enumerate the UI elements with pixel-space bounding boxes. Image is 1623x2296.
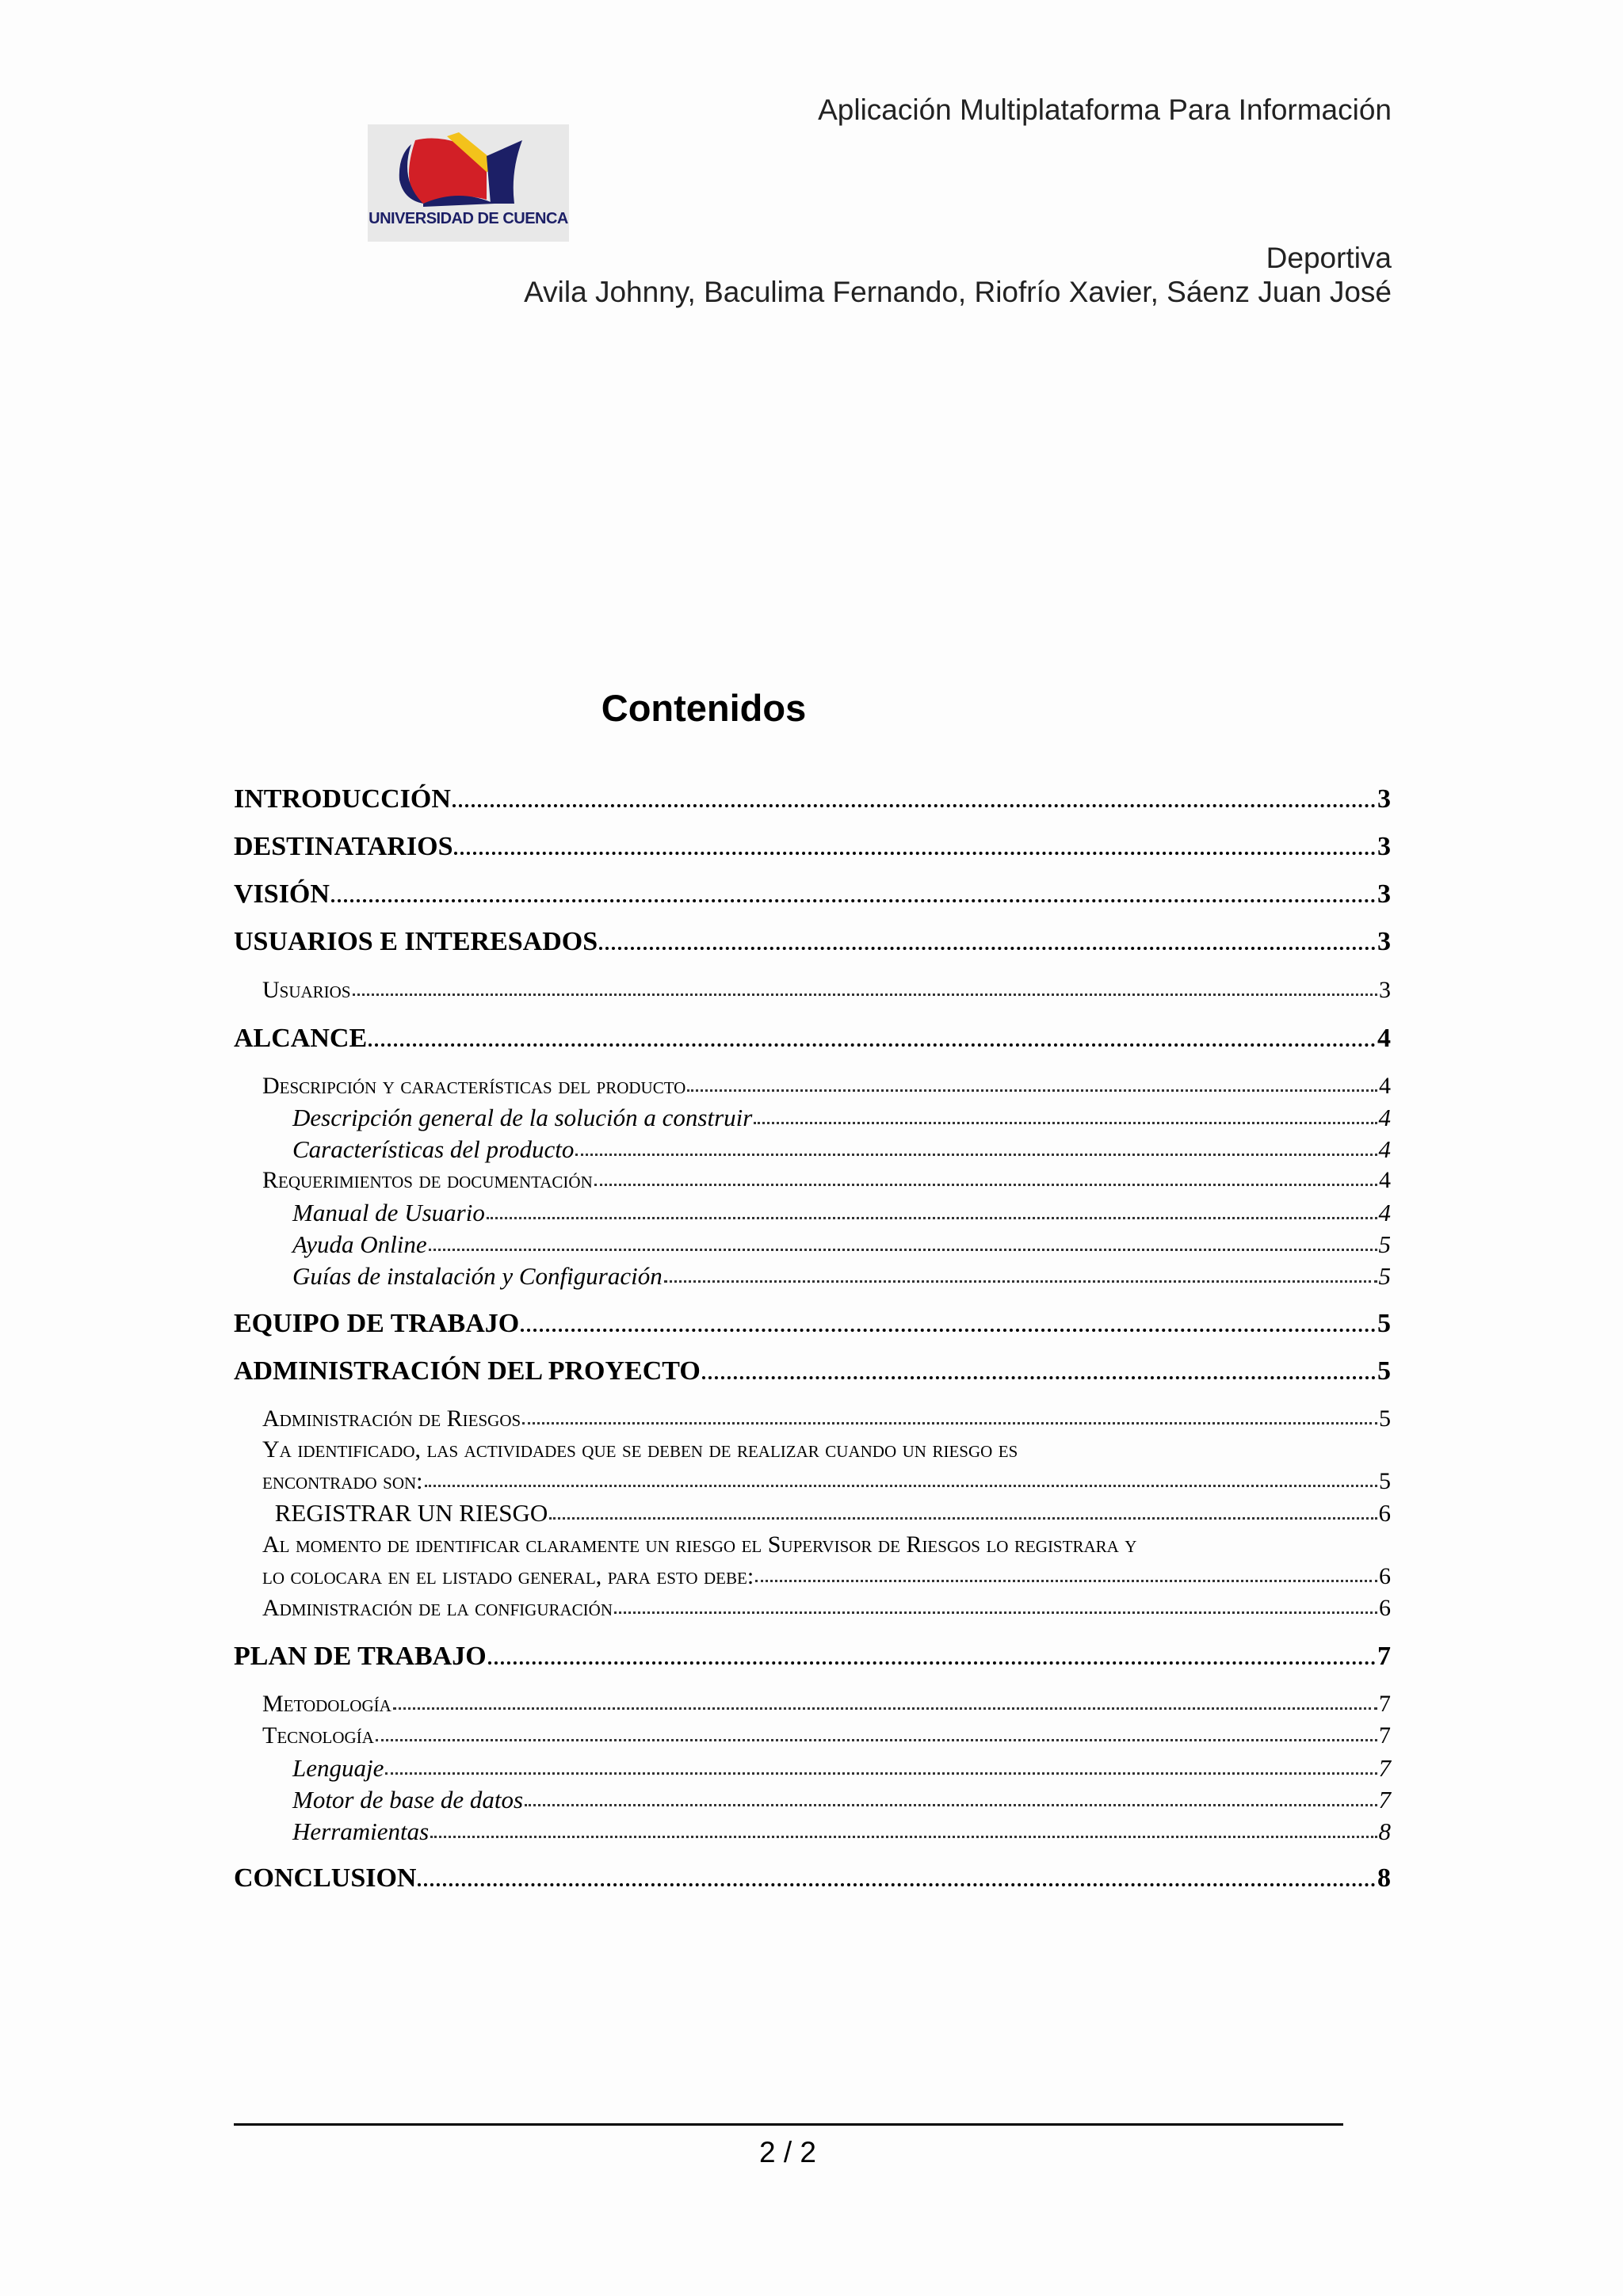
toc-entry[interactable] [234,1754,1391,1783]
toc-entry-label: EQUIPO DE TRABAJO [234,1309,520,1338]
toc-leader-dots [369,1043,1376,1047]
toc-leader-dots [353,994,1377,996]
toc-entry-page: 7 [1377,1642,1391,1671]
toc-entry[interactable] [234,977,1391,1004]
toc-entry-label: ADMINISTRACIÓN DEL PROYECTO [234,1356,701,1386]
toc-entry-page: 7 [1378,1786,1391,1814]
toc-leader-dots [549,1517,1377,1520]
toc-leader-dots [521,1329,1376,1332]
toc-entry[interactable] [234,1642,1391,1672]
toc-leader-dots [454,852,1376,855]
toc-entry-label: USUARIOS E INTERESADOS [234,927,598,956]
toc-entry-label: ALCANCE [234,1024,368,1053]
toc-entry[interactable] [234,832,1391,862]
toc-entry-page: 5 [1379,1468,1391,1494]
toc-leader-dots [754,1122,1377,1124]
toc-entry-page: 4 [1378,1199,1391,1226]
toc-entry[interactable] [234,1199,1391,1227]
toc-leader-dots [487,1217,1377,1219]
toc-entry-page: 6 [1379,1595,1391,1621]
toc-entry-label: Tecnología [262,1722,374,1749]
toc-leader-dots [393,1707,1377,1710]
toc-leader-dots [687,1089,1377,1092]
toc-entry[interactable] [234,1167,1391,1194]
toc-entry[interactable] [234,927,1391,957]
toc-entry-label: PLAN DE TRABAJO [234,1642,487,1671]
toc-entry-page: 5 [1378,1230,1391,1258]
toc-leader-dots [522,1422,1377,1425]
toc-entry-page: 4 [1377,1024,1391,1053]
header-title: Aplicación Multiplataforma Para Información [818,93,1392,126]
toc-entry-label: Motor de base de datos [292,1786,524,1814]
toc-entry-page: 7 [1379,1722,1391,1749]
toc-leader-dots [488,1661,1376,1665]
toc-leader-dots [453,804,1376,807]
toc-leader-dots [702,1376,1376,1379]
toc-entry-label: Lenguaje [292,1754,384,1782]
toc-entry-label: INTRODUCCIÓN [234,784,451,814]
university-logo [368,124,569,242]
toc-entry[interactable] [234,1595,1391,1622]
toc-entry[interactable] [234,1405,1391,1432]
toc-leader-dots [599,947,1376,950]
toc-entry-label: Metodología [262,1691,391,1717]
toc-entry[interactable] [234,1024,1391,1054]
page-number: 2 / 2 [759,2136,816,2168]
toc-entry-page: 3 [1377,879,1391,909]
toc-entry-page: 5 [1378,1262,1391,1290]
toc-entry[interactable] [234,1135,1391,1164]
toc-entry-page: 5 [1377,1309,1391,1338]
toc-entry[interactable] [234,1104,1391,1132]
toc-entry[interactable] [234,1817,1391,1846]
toc-entry-first-line: Al momento de identificar claramente un riesgo el Supervisor de Riesgos lo registrara y [262,1531,1137,1558]
toc-entry-label: Descripción general de la solución a construir [292,1104,753,1131]
footer-divider [234,2123,1343,2126]
toc-entry[interactable] [234,1262,1391,1291]
toc-entry-first-line: Ya identificado, las actividades que se deben de realizar cuando un riesgo es [262,1436,1018,1463]
toc-entry-label: Administración de Riesgos [262,1405,521,1432]
toc-entry-label: Herramientas [292,1817,430,1845]
toc-entry[interactable] [234,1356,1391,1386]
toc-entry-label: Usuarios [262,977,351,1003]
toc-entry[interactable] [234,1468,1391,1495]
toc-leader-dots [614,1611,1377,1614]
toc-entry[interactable] [234,1230,1391,1259]
toc-entry-page: 3 [1377,927,1391,956]
toc-entry[interactable] [234,1499,1391,1527]
toc-entry-label: Manual de Usuario [292,1199,485,1226]
toc-entry-page: 5 [1379,1405,1391,1432]
toc-entry-label: REGISTRAR UN RIESGO [269,1499,548,1527]
toc-entry[interactable] [234,1722,1391,1749]
toc-entry-page: 3 [1379,977,1391,1003]
toc-entry-page: 4 [1378,1104,1391,1131]
toc-entry[interactable] [234,1691,1391,1718]
header-authors: Avila Johnny, Baculima Fernando, Riofrío Xavier, Sáenz Juan José [524,276,1392,308]
toc-leader-dots [331,899,1376,902]
toc-leader-dots [430,1836,1377,1838]
toc-entry[interactable] [234,784,1391,814]
header-title-continued: Deportiva [1266,242,1392,274]
toc-entry-page: 8 [1378,1817,1391,1845]
toc-entry[interactable] [234,1786,1391,1814]
toc-leader-dots [575,1154,1377,1156]
toc-entry[interactable] [234,1563,1391,1590]
toc-heading: Contenidos [601,687,807,729]
toc-leader-dots [664,1280,1377,1283]
toc-entry-page: 7 [1378,1754,1391,1782]
toc-entry-page: 4 [1379,1167,1391,1193]
toc-entry-page: 3 [1377,784,1391,814]
toc-entry-page: 4 [1378,1135,1391,1163]
toc-entry-label: Administración de la configuración [262,1595,613,1621]
toc-leader-dots [385,1772,1377,1775]
toc-entry-page: 5 [1377,1356,1391,1386]
toc-entry-label: encontrado son: [262,1468,423,1494]
toc-leader-dots [376,1739,1377,1741]
toc-entry[interactable] [234,1863,1391,1894]
toc-leader-dots [755,1580,1377,1582]
toc-leader-dots [418,1883,1376,1886]
toc-entry-page: 3 [1377,832,1391,861]
toc-entry[interactable] [234,879,1391,910]
toc-entry-label: Guías de instalación y Configuración [292,1262,663,1290]
toc-entry-label: DESTINATARIOS [234,832,453,861]
toc-leader-dots [429,1249,1377,1251]
toc-entry-label: Características del producto [292,1135,575,1163]
toc-entry[interactable] [234,1309,1391,1339]
toc-entry-page: 6 [1379,1563,1391,1589]
toc-entry-page: 4 [1379,1073,1391,1099]
toc-entry-label: Requerimientos de documentación [262,1167,593,1193]
toc-entry-label: Ayuda Online [292,1230,427,1258]
toc-entry-page: 6 [1378,1499,1391,1527]
toc-leader-dots [525,1804,1377,1806]
logo-text: UNIVERSIDAD DE CUENCA [369,210,568,227]
toc-entry-page: 8 [1377,1863,1391,1893]
toc-leader-dots [425,1485,1377,1487]
toc-leader-dots [594,1184,1377,1186]
toc-entry-label: CONCLUSION [234,1863,417,1893]
toc-entry-label: VISIÓN [234,879,330,909]
toc-entry-page: 7 [1379,1691,1391,1717]
toc-entry-label: lo colocara en el listado general, para esto debe: [262,1563,754,1589]
toc-entry-label: Descripción y características del producto [262,1073,686,1099]
toc-entry[interactable] [234,1073,1391,1100]
